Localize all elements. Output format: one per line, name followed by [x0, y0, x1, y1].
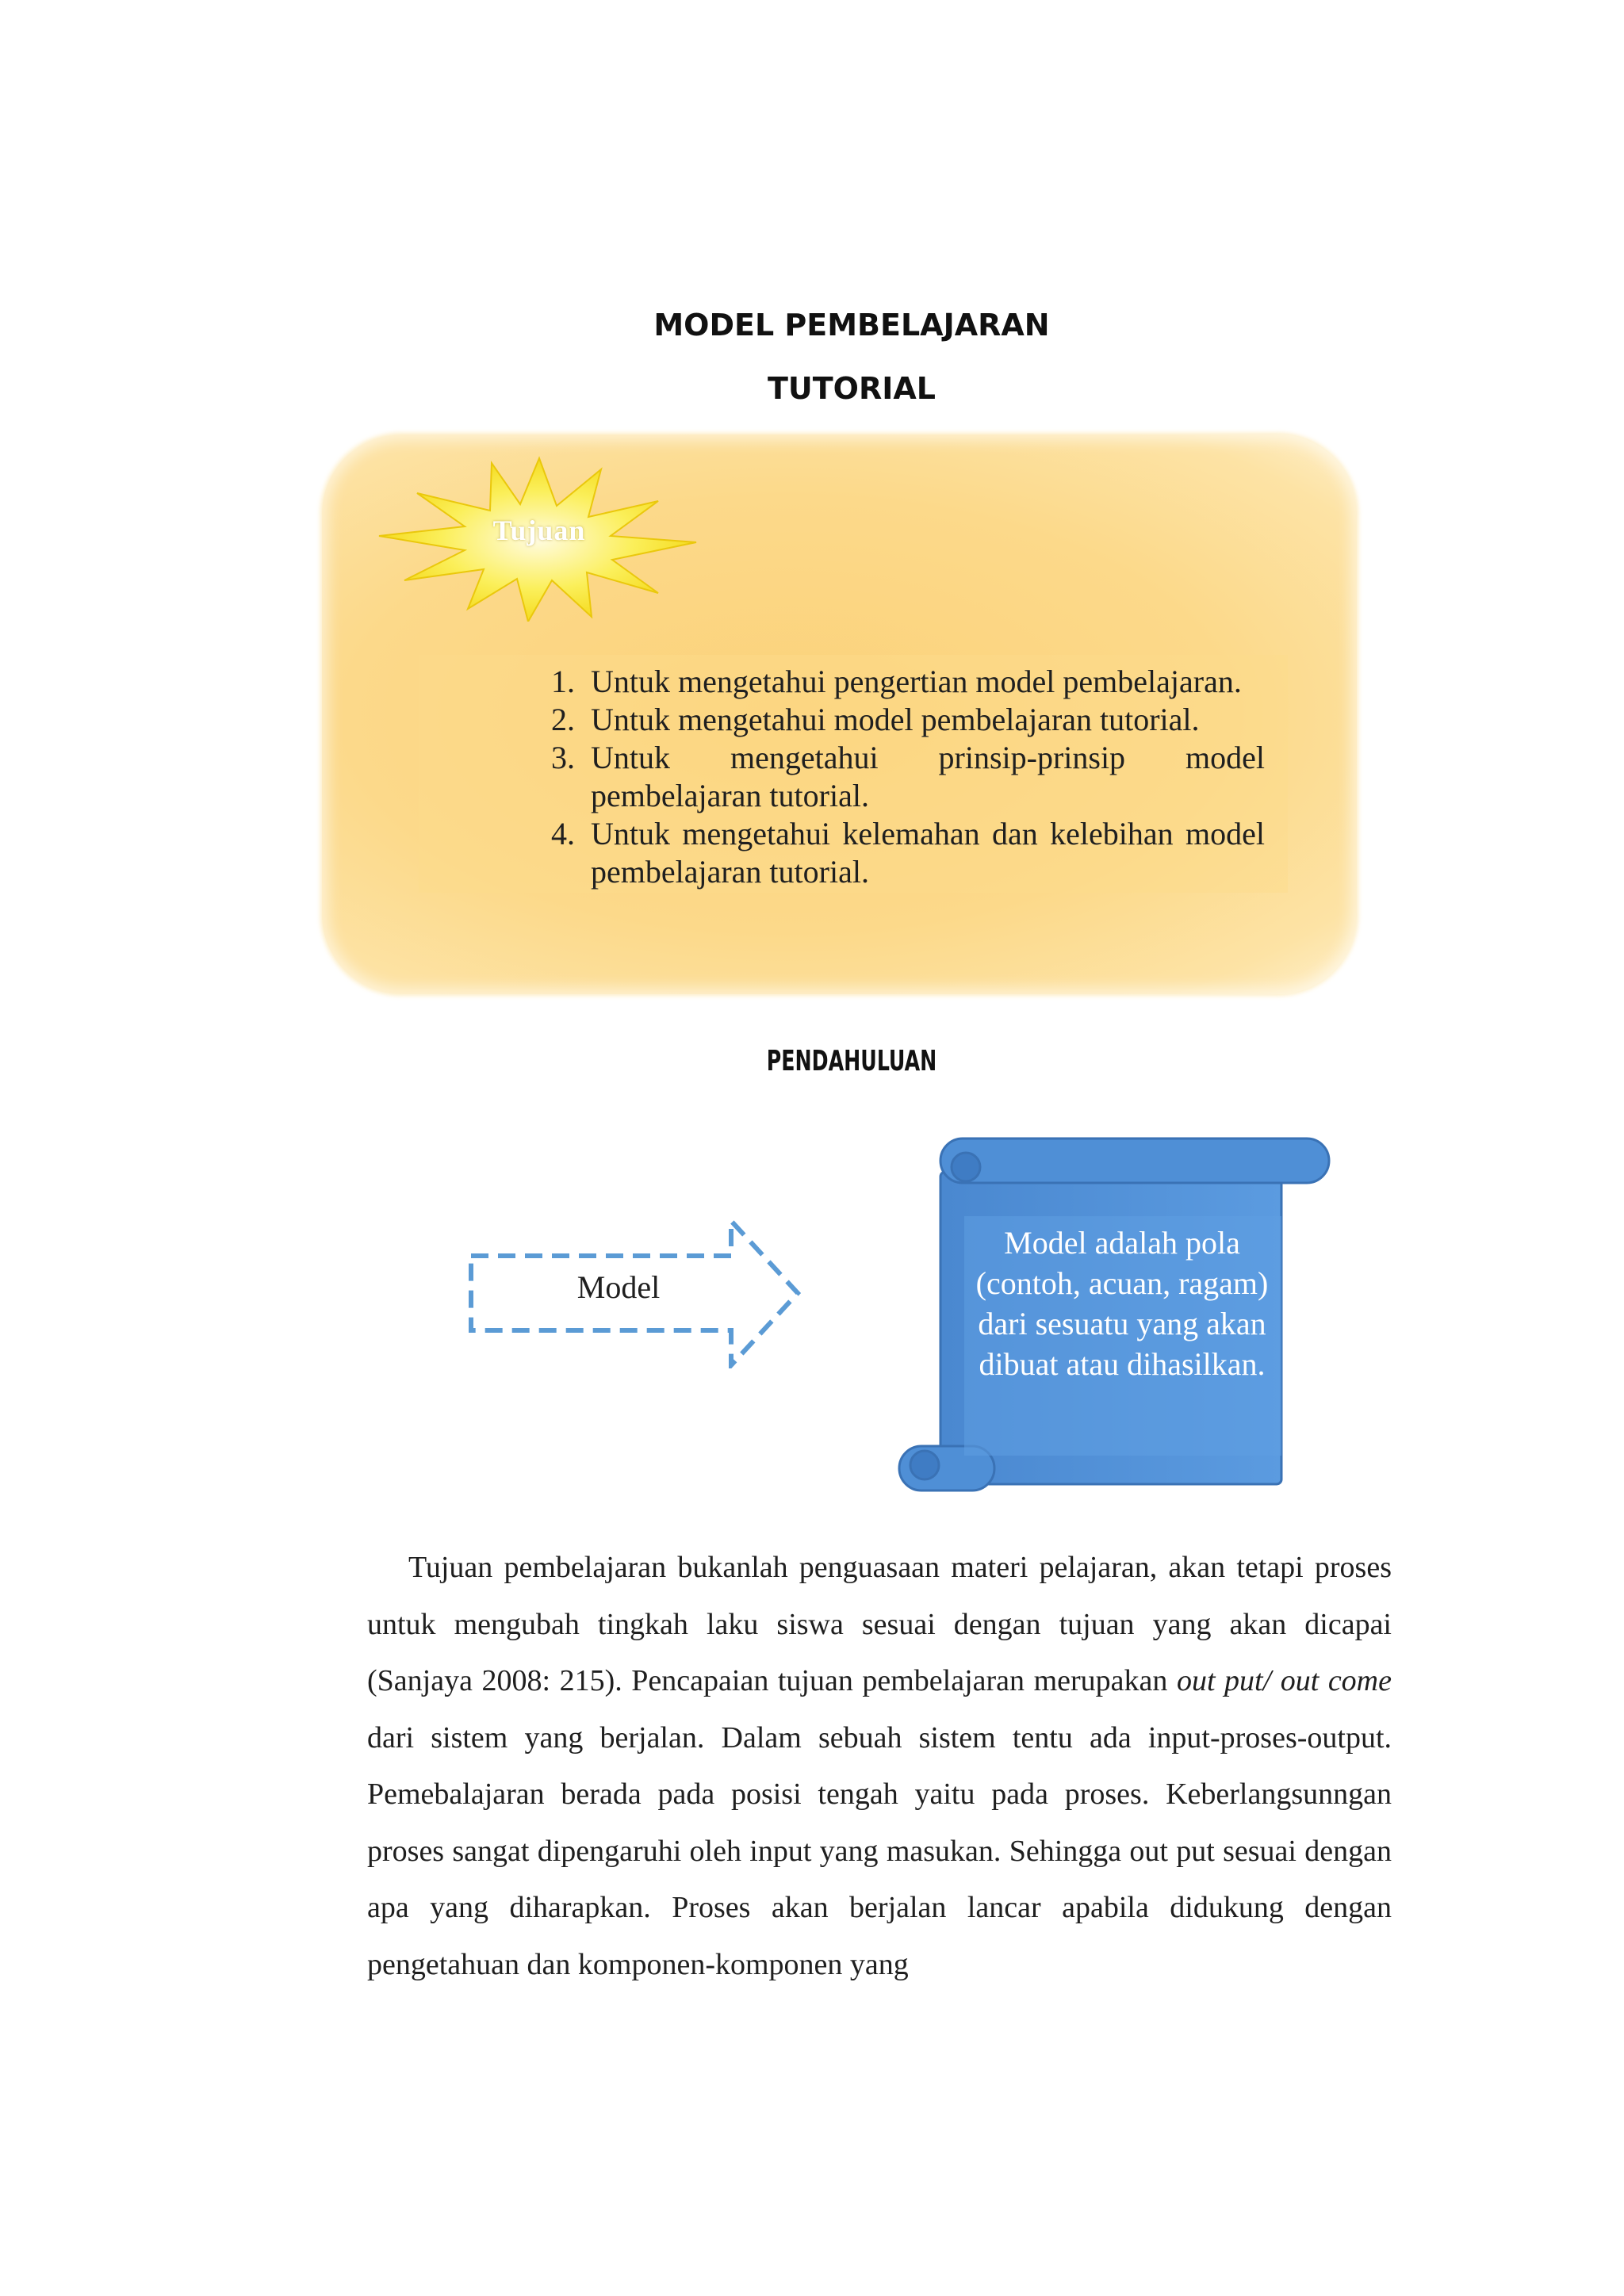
goals-badge-label: Tujuan [492, 515, 586, 546]
list-item-text: Untuk mengetahui kelemahan dan kelebihan model pembelajaran tutorial. [591, 816, 1265, 890]
list-item [551, 815, 1265, 891]
page-title-line-2: TUTORIAL [767, 371, 936, 406]
list-item-text: Untuk mengetahui pengertian model pembelajaran. [591, 664, 1242, 699]
list-item [551, 663, 1265, 701]
list-item [551, 701, 1265, 739]
list-item-number: 4. [551, 816, 575, 851]
list-item-text: Untuk mengetahui prinsip-prinsip model pembelajaran tutorial. [591, 740, 1265, 813]
list-item [551, 739, 1265, 815]
scroll-definition-text: Model adalah pola (contoh, acuan, ragam) dari sesuatu yang akan dibuat atau dihasilkan. [975, 1225, 1269, 1382]
section-heading: PENDAHULUAN [766, 1045, 937, 1077]
list-item-number: 2. [551, 702, 575, 737]
list-item-text: Untuk mengetahui model pembelajaran tutorial. [591, 702, 1200, 737]
body-text-part-2: dari sistem yang berjalan. Dalam sebuah sistem tentu ada input-proses-output. Pemebalajaran berada pada posisi tengah yaitu pada proses. Keberlangsunngan proses sangat dipengaruhi oleh input yang masukan. Sehingga out put sesuai dengan apa yang diharapkan. Proses akan berjalan lancar apabila didukung dengan pengetahuan dan komponen-komponen yang [367, 1720, 1392, 1981]
list-item-number: 3. [551, 740, 575, 775]
arrow-label: Model [576, 1269, 661, 1305]
body-text-italic: out put/ out come [1176, 1664, 1392, 1697]
body-text-part-1: Tujuan pembelajaran bukanlah penguasaan materi pelajaran, akan tetapi proses untuk mengubah tingkah laku siswa sesuai dengan tujuan yang akan dicapai (Sanjaya 2008: 215). Pencapaian tujuan pembelajaran merupakan [367, 1551, 1392, 1697]
list-item-number: 1. [551, 664, 575, 699]
body-paragraph [367, 1540, 1392, 1993]
page-title-line-1: MODEL PEMBELAJARAN [653, 308, 1050, 342]
goals-list [551, 663, 1265, 891]
